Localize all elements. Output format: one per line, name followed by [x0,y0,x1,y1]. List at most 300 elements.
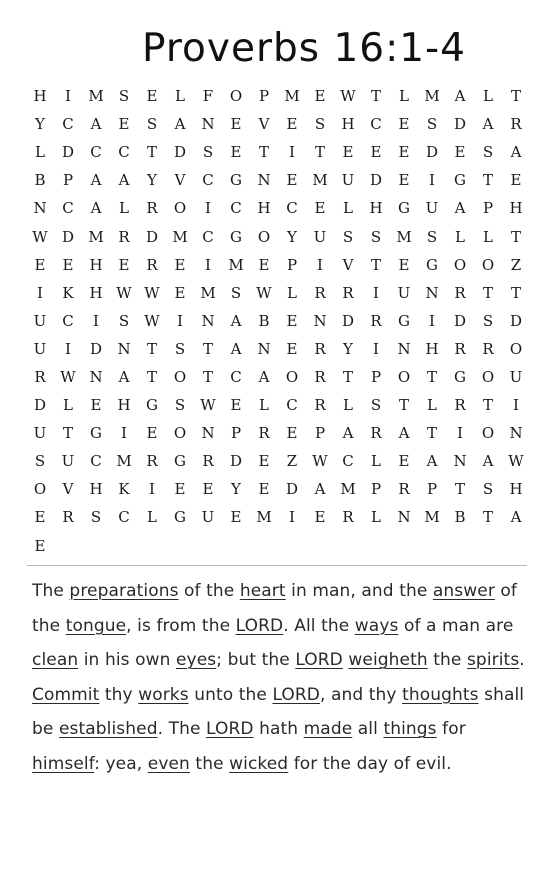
grid-letter: E [342,143,354,162]
grid-letter: A [426,452,438,471]
grid-letter: S [146,115,158,134]
grid-letter: E [370,143,382,162]
grid-letter: E [230,115,242,134]
grid-letter: S [342,227,354,246]
grid-letter: G [174,508,186,527]
grid-letter: T [342,367,353,386]
grid-letter: E [146,87,158,106]
passage-text: . All the [283,615,355,636]
grid-letter: R [342,283,354,302]
grid-letter: D [61,143,75,162]
grid-letter: S [482,480,494,499]
grid-letter: I [513,396,519,415]
grid-letter: I [457,424,463,443]
hidden-word: eyes [175,650,217,670]
grid-letter: U [341,171,355,190]
grid-letter: T [510,283,521,302]
grid-letter: S [314,115,326,134]
grid-letter: G [230,227,242,246]
grid-letter: M [340,480,356,499]
grid-letter: T [398,396,409,415]
grid-letter: E [202,480,214,499]
grid-letter: T [202,339,213,358]
grid-letter: S [34,452,46,471]
passage-text: in man, and the [285,581,433,601]
grid-letter: O [453,255,467,274]
grid-letter: I [429,171,435,190]
grid-letter: L [147,508,157,527]
grid-letter: N [201,311,215,330]
grid-letter: S [482,143,494,162]
grid-letter: M [312,171,328,190]
grid-letter: H [369,199,383,218]
grid-letter: O [481,424,495,443]
grid-letter: S [174,339,186,358]
passage-text: of the [178,581,240,601]
grid-letter: M [228,255,244,274]
grid-letter: E [398,452,410,471]
grid-letter: C [62,115,74,134]
grid-letter: L [35,143,45,162]
grid-letter: C [370,115,382,134]
grid-letter: W [116,283,132,302]
grid-letter: U [509,367,523,386]
grid-letter: U [33,424,47,443]
grid-letter: O [509,339,523,358]
grid-letter: I [65,87,71,106]
grid-letter: S [202,143,214,162]
grid-letter: O [285,367,299,386]
word-search-grid [26,82,530,560]
grid-letter: T [482,508,493,527]
grid-letter: C [90,452,102,471]
grid-letter: A [398,424,410,443]
grid-letter: R [482,339,494,358]
hidden-word: Commit [32,684,100,705]
passage-text: the [427,650,467,670]
grid-letter: R [146,452,158,471]
grid-letter: E [286,311,298,330]
grid-letter: V [342,255,354,274]
grid-letter: N [89,367,103,386]
grid-letter: R [314,396,326,415]
grid-letter: G [174,452,186,471]
hidden-word: things [383,719,437,739]
grid-letter: I [205,255,211,274]
grid-letter: T [482,171,493,190]
grid-letter: T [258,143,269,162]
passage-text: The [32,581,70,601]
grid-letter: D [89,339,103,358]
grid-letter: R [342,508,354,527]
grid-letter: N [33,199,47,218]
grid-letter: A [454,199,466,218]
passage-text: hath [253,719,304,739]
grid-letter: R [118,227,130,246]
grid-letter: A [174,115,186,134]
grid-letter: W [144,311,160,330]
grid-letter: A [454,87,466,106]
grid-letter: N [257,339,271,358]
grid-letter: U [397,283,411,302]
grid-letter: T [482,396,493,415]
grid-letter: E [118,255,130,274]
grid-letter: T [482,283,493,302]
grid-letter: P [62,171,74,190]
grid-letter: D [425,143,439,162]
grid-letter: L [455,227,465,246]
grid-letter: U [61,452,75,471]
grid-letter: N [397,339,411,358]
grid-letter: W [508,452,524,471]
grid-letter: H [117,396,131,415]
grid-letter: T [370,255,381,274]
grid-letter: H [33,87,47,106]
grid-letter: H [257,199,271,218]
grid-letter: T [454,480,465,499]
grid-letter: R [258,424,270,443]
hidden-word: heart [239,581,286,601]
grid-letter: E [34,508,46,527]
grid-letter: C [202,227,214,246]
grid-letter: R [370,311,382,330]
grid-letter: P [370,367,382,386]
grid-letter: A [510,508,522,527]
grid-letter: L [63,396,73,415]
grid-letter: N [201,115,215,134]
grid-letter: L [175,87,185,106]
grid-letter: P [286,255,298,274]
grid-letter: O [173,424,187,443]
grid-letter: E [398,171,410,190]
grid-letter: L [287,283,297,302]
grid-letter: Y [343,339,353,358]
grid-letter: R [146,255,158,274]
grid-letter: P [258,87,270,106]
hidden-word: wicked [229,753,289,774]
grid-letter: A [118,367,130,386]
grid-letter: H [89,283,103,302]
grid-letter: S [370,227,382,246]
grid-letter: A [314,480,326,499]
grid-letter: G [454,367,466,386]
grid-letter: C [118,508,130,527]
grid-letter: N [509,424,523,443]
grid-letter: E [146,424,158,443]
grid-letter: R [454,283,466,302]
grid-letter: E [90,396,102,415]
grid-letter: W [312,452,328,471]
grid-letter: V [258,115,270,134]
grid-letter: C [342,452,354,471]
grid-letter: H [89,255,103,274]
grid-letter: M [256,508,272,527]
grid-letter: L [259,396,269,415]
grid-letter: D [173,143,187,162]
grid-letter: I [205,199,211,218]
grid-letter: E [286,115,298,134]
grid-letter: W [256,283,272,302]
grid-letter: V [174,171,186,190]
grid-letter: E [454,143,466,162]
grid-letter: L [427,396,437,415]
hidden-word: works [138,684,189,705]
grid-letter: I [37,283,43,302]
passage-text: shall be [32,684,525,739]
grid-letter: E [174,480,186,499]
passage-text: the [189,753,230,774]
passage-text: thy [99,684,139,705]
grid-letter: E [174,255,186,274]
grid-letter: S [482,311,494,330]
grid-letter: N [453,452,467,471]
grid-letter: E [286,171,298,190]
grid-letter: D [145,227,159,246]
grid-letter: T [62,424,73,443]
page-title: Proverbs 16:1-4 [142,26,466,71]
grid-letter: L [119,199,129,218]
grid-letter: W [32,227,48,246]
passage-text: in his own [78,650,176,670]
grid-letter: R [454,339,466,358]
hidden-word: established [58,719,158,739]
grid-letter: A [118,171,130,190]
grid-letter: A [90,171,102,190]
grid-letter: Y [231,480,241,499]
grid-letter: A [342,424,354,443]
grid-letter: L [371,452,381,471]
grid-letter: M [88,227,104,246]
grid-letter: C [202,171,214,190]
grid-letter: P [482,199,494,218]
grid-letter: R [62,508,74,527]
divider [27,565,527,566]
grid-letter: N [201,424,215,443]
grid-letter: G [398,199,410,218]
grid-letter: B [258,311,270,330]
grid-letter: M [200,283,216,302]
grid-letter: E [510,171,522,190]
grid-letter: T [202,367,213,386]
hidden-word: weigheth [348,650,428,670]
passage-text: for [436,719,466,739]
grid-letter: R [454,396,466,415]
grid-letter: L [343,396,353,415]
grid-letter: K [62,283,74,302]
grid-letter: D [369,171,383,190]
hidden-word: thoughts [402,684,479,705]
grid-letter: T [146,339,157,358]
grid-letter: F [202,87,214,106]
grid-letter: T [146,367,157,386]
grid-letter: S [370,396,382,415]
grid-letter: I [177,311,183,330]
grid-letter: I [317,255,323,274]
passage-text: ; but the [216,650,296,670]
grid-letter: O [257,227,271,246]
grid-letter: P [370,480,382,499]
grid-letter: H [509,199,523,218]
passage-text: , is from the [126,615,236,636]
grid-letter: S [230,283,242,302]
passage-text: unto the [188,684,273,705]
grid-letter: I [93,311,99,330]
grid-letter: R [370,424,382,443]
grid-letter: K [118,480,130,499]
grid-letter: Z [286,452,298,471]
grid-letter: W [60,367,76,386]
grid-letter: N [257,171,271,190]
grid-letter: M [284,87,300,106]
grid-letter: U [313,227,327,246]
grid-letter: U [425,199,439,218]
grid-letter: E [62,255,74,274]
grid-letter: S [118,87,130,106]
grid-letter: C [62,199,74,218]
grid-letter: A [230,339,242,358]
grid-letter: O [33,480,47,499]
grid-letter: C [118,143,130,162]
grid-letter: D [61,227,75,246]
hidden-word: answer [432,581,495,601]
grid-letter: Y [35,115,45,134]
grid-letter: M [424,87,440,106]
grid-letter: O [481,255,495,274]
hidden-word: ways [354,615,399,636]
grid-letter: Y [287,227,297,246]
grid-letter: E [398,255,410,274]
grid-letter: T [426,367,437,386]
grid-letter: N [117,339,131,358]
passage-text: of a man are [398,615,514,636]
grid-letter: L [343,199,353,218]
grid-letter: L [483,227,493,246]
grid-letter: E [286,339,298,358]
hidden-word: himself [32,753,95,774]
hidden-word: LORD [206,719,254,739]
scripture-passage [32,574,532,781]
hidden-word: clean [32,650,79,670]
grid-letter: I [65,339,71,358]
grid-letter: O [229,87,243,106]
grid-letter: U [33,339,47,358]
grid-letter: D [453,311,467,330]
grid-letter: E [174,283,186,302]
grid-letter: V [62,480,74,499]
grid-letter: E [230,396,242,415]
grid-letter: C [230,367,242,386]
grid-letter: E [258,452,270,471]
grid-letter: M [424,508,440,527]
passage-text: , and thy [320,684,403,705]
grid-letter: A [230,311,242,330]
hidden-word: even [147,753,190,774]
grid-letter: L [399,87,409,106]
grid-letter: D [33,396,47,415]
grid-letter: L [371,508,381,527]
grid-letter: S [174,396,186,415]
grid-letter: G [426,255,438,274]
passage-text: . The [157,719,207,739]
grid-letter: D [229,452,243,471]
grid-letter: I [289,508,295,527]
grid-letter: R [314,339,326,358]
grid-letter: A [90,115,102,134]
hidden-word: LORD [235,615,284,636]
grid-letter: I [373,339,379,358]
grid-letter: D [285,480,299,499]
grid-letter: U [201,508,215,527]
grid-letter: U [33,311,47,330]
grid-letter: S [426,115,438,134]
grid-letter: S [426,227,438,246]
grid-letter: W [340,87,356,106]
grid-letter: E [258,480,270,499]
grid-letter: O [173,199,187,218]
grid-letter: C [62,311,74,330]
grid-letter: M [116,452,132,471]
grid-letter: P [314,424,326,443]
grid-letter: E [230,143,242,162]
passage-text: all [352,719,384,739]
grid-letter: G [454,171,466,190]
grid-letter: A [90,199,102,218]
grid-letter: E [118,115,130,134]
grid-letter: E [314,199,326,218]
grid-letter: R [34,367,46,386]
grid-letter: E [314,87,326,106]
grid-letter: T [510,87,521,106]
grid-letter: C [230,199,242,218]
grid-letter: D [453,115,467,134]
hidden-word: spirits [466,650,520,670]
grid-letter: O [173,367,187,386]
grid-letter: I [121,424,127,443]
grid-letter: N [425,283,439,302]
grid-letter: T [146,143,157,162]
grid-letter: W [144,283,160,302]
grid-letter: G [230,171,242,190]
grid-letter: G [398,311,410,330]
grid-letter: B [34,171,46,190]
grid-letter: C [286,396,298,415]
grid-letter: E [398,115,410,134]
grid-letter: R [202,452,214,471]
grid-letter: P [230,424,242,443]
hidden-word: LORD [272,684,320,705]
grid-letter: E [398,143,410,162]
grid-letter: Z [510,255,522,274]
grid-letter: M [88,87,104,106]
grid-letter: G [90,424,102,443]
grid-letter: A [258,367,270,386]
grid-letter: H [341,115,355,134]
grid-letter: M [172,227,188,246]
grid-letter: A [510,143,522,162]
grid-letter: S [118,311,130,330]
grid-letter: H [425,339,439,358]
grid-letter: E [286,424,298,443]
grid-letter: N [397,508,411,527]
grid-letter: W [200,396,216,415]
grid-letter: I [429,311,435,330]
passage-text: of the [32,581,518,636]
grid-letter: M [396,227,412,246]
grid-letter: C [90,143,102,162]
grid-letter: A [482,115,494,134]
grid-letter: O [481,367,495,386]
passage-text: : yea, [94,753,148,774]
